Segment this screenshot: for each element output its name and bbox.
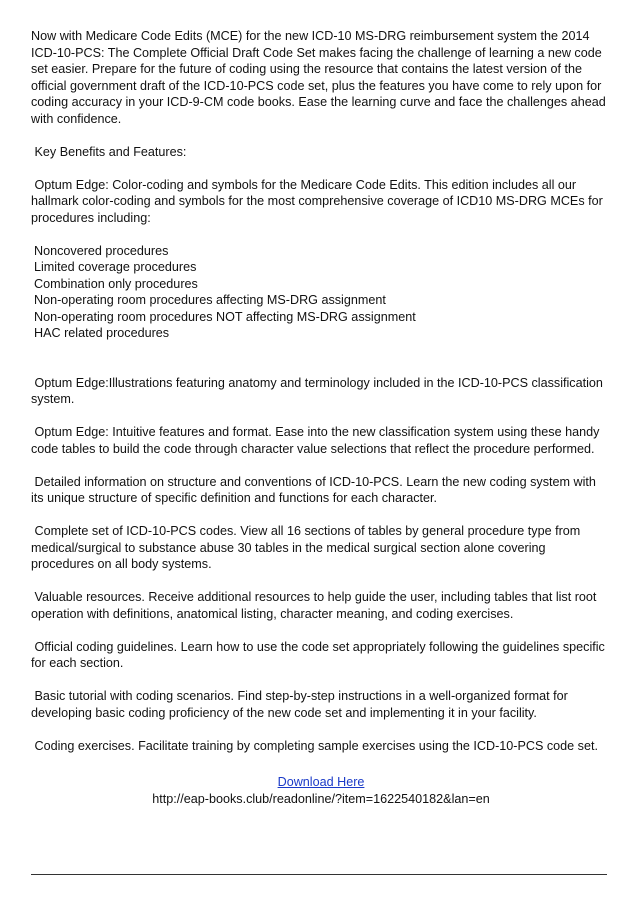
footer-divider <box>31 874 607 875</box>
list-item: Noncovered procedures <box>34 243 169 258</box>
feature-paragraph: Complete set of ICD-10-PCS codes. View all 16 sections of tables by general procedure type from medical/surgical to substance abuse 30 tables in the medical surgical section alone covering procedures on all body systems. <box>31 524 581 571</box>
feature-paragraph: Coding exercises. Facilitate training by completing sample exercises using the ICD-10-PCS code set. <box>34 738 598 753</box>
feature-paragraph: Optum Edge: Intuitive features and format. Ease into the new classification system using these handy code tables to build the code through character value selections that reflect the procedure performed. <box>31 425 600 456</box>
feature-paragraph: Valuable resources. Receive additional resources to help guide the user, including tables that list root operation with definitions, anatomical listing, character meaning, and coding exercises. <box>31 590 597 621</box>
optum-edge-paragraph-1: Optum Edge: Color-coding and symbols for the Medicare Code Edits. This edition includes all our hallmark color-coding and symbols for the most comprehensive coverage of ICD10 MS-DRG MCEs for procedures including: <box>31 177 603 225</box>
feature-paragraph: Detailed information on structure and conventions of ICD-10-PCS. Learn the new coding system with its unique structure of specific definition and functions for each character. <box>31 474 596 505</box>
blank-line <box>31 358 611 375</box>
list-item: Combination only procedures <box>34 276 198 291</box>
intro-paragraph: Now with Medicare Code Edits (MCE) for the new ICD-10 MS-DRG reimbursement system the 2014 ICD-10-PCS: The Complete Official Draft Code Set makes facing the challenge of learning a new code set easier. Prepare for the future of coding using the resource that contains the latest version of the official government draft of the ICD-10-PCS code set, plus the features you have come to rely upon for coding accuracy in your ICD-9-CM code books. Ease the learning curve and face the challenges ahead with confidence. <box>31 29 606 126</box>
list-item: Limited coverage procedures <box>34 260 197 274</box>
benefits-heading: Key Benefits and Features: <box>34 144 187 159</box>
download-url: http://eap-books.club/readonline/?item=1622540182&lan=en <box>152 791 490 806</box>
feature-paragraph: Basic tutorial with coding scenarios. Find step-by-step instructions in a well-organized format for developing basic coding proficiency of the new code set and implementing it in your facility. <box>31 689 568 720</box>
list-item: Non-operating room procedures NOT affecting MS-DRG assignment <box>34 309 416 324</box>
download-link[interactable]: Download Here <box>277 775 365 789</box>
download-section <box>31 774 611 791</box>
feature-paragraph: Optum Edge:Illustrations featuring anatomy and terminology included in the ICD-10-PCS classification system. <box>31 375 603 406</box>
list-item: HAC related procedures <box>34 326 170 340</box>
procedures-list <box>31 243 611 342</box>
feature-paragraph: Official coding guidelines. Learn how to use the code set appropriately following the guidelines specific for each section. <box>31 639 605 670</box>
document-body <box>31 28 611 807</box>
list-item: Non-operating room procedures affecting MS-DRG assignment <box>34 293 386 307</box>
